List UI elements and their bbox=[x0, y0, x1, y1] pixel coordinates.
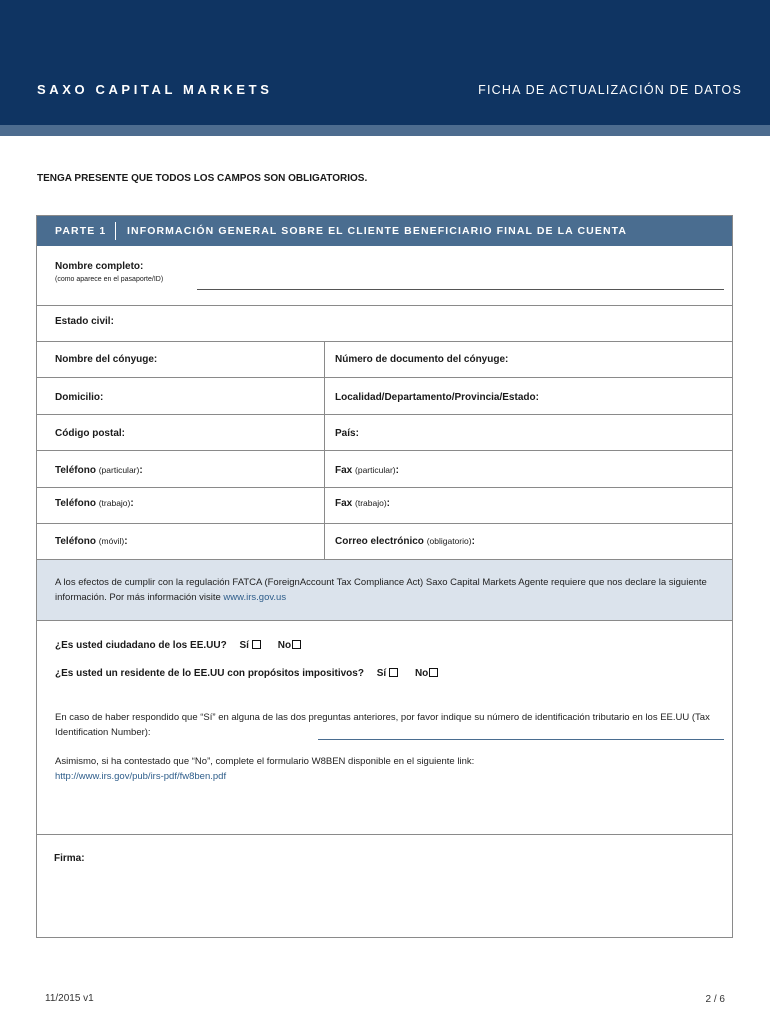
row-divider bbox=[37, 377, 732, 378]
us-citizen-no-checkbox[interactable] bbox=[292, 640, 301, 649]
header-stripe bbox=[0, 125, 770, 136]
w8ben-link[interactable]: http://www.irs.gov/pub/irs-pdf/fw8ben.pdf bbox=[55, 771, 227, 782]
spouse-document-label: Número de documento del cónyuge: bbox=[335, 354, 509, 365]
phone-mobile-label: Teléfono (móvil): bbox=[55, 536, 128, 547]
row-divider bbox=[37, 487, 732, 488]
row-divider bbox=[37, 414, 732, 415]
mandatory-notice: TENGA PRESENTE QUE TODOS LOS CAMPOS SON OBLIGATORIOS. bbox=[37, 173, 368, 184]
locality-label: Localidad/Departamento/Provincia/Estado: bbox=[335, 392, 539, 403]
brand-logo-text: SAXO CAPITAL MARKETS bbox=[37, 82, 273, 97]
phone-home-label: Teléfono (particular): bbox=[55, 465, 143, 476]
full-name-label: Nombre completo: bbox=[55, 261, 144, 272]
signature-field[interactable] bbox=[37, 835, 732, 937]
part-1-header bbox=[37, 216, 732, 246]
country-label: País: bbox=[335, 428, 359, 439]
page-number: 2 / 6 bbox=[705, 994, 725, 1005]
part-number: PARTE 1 bbox=[55, 225, 107, 237]
fax-work-label: Fax (trabajo): bbox=[335, 498, 391, 509]
part-title: INFORMACIÓN GENERAL SOBRE EL CLIENTE BENEFICIARIO FINAL DE LA CUENTA bbox=[127, 225, 628, 237]
email-label: Correo electrónico (obligatorio): bbox=[335, 536, 475, 547]
fatca-text: A los efectos de cumplir con la regulación FATCA (ForeignAccount Tax Compliance Act) Saxo Capital Markets Agente requiere que nos declare la siguiente información. Por más información visite www.irs.gov.us bbox=[55, 577, 707, 603]
tin-field[interactable] bbox=[318, 739, 724, 740]
full-name-hint: (como aparece en el pasaporte/ID) bbox=[55, 276, 164, 283]
row-divider bbox=[37, 523, 732, 524]
form-version: 11/2015 v1 bbox=[45, 993, 94, 1004]
w8ben-instructions: Asimismo, si ha contestado que “No”, complete el formulario W8BEN disponible en el siguiente link: http://www.irs.gov/pub/irs-pdf/fw8ben.pdf bbox=[55, 754, 723, 784]
spouse-name-label: Nombre del cónyuge: bbox=[55, 354, 158, 365]
row-divider bbox=[37, 620, 732, 621]
us-resident-question: ¿Es usted un residente de lo EE.UU con propósitos impositivos? Sí No bbox=[55, 668, 438, 679]
tin-instructions: En caso de haber respondido que “Sí” en alguna de las dos preguntas anteriores, por favor indique su número de identificación tributario en los EE.UU (Tax Identification Number): bbox=[55, 712, 710, 738]
phone-work-label: Teléfono (trabajo): bbox=[55, 498, 134, 509]
full-name-field[interactable] bbox=[197, 289, 724, 290]
us-resident-yes-checkbox[interactable] bbox=[389, 668, 398, 677]
row-divider bbox=[37, 341, 732, 342]
form-part-1 bbox=[36, 215, 733, 938]
row-divider bbox=[37, 305, 732, 306]
part-divider bbox=[115, 222, 116, 240]
document-title: FICHA DE ACTUALIZACIÓN DE DATOS bbox=[478, 83, 742, 97]
us-citizen-question: ¿Es usted ciudadano de los EE.UU? Sí No bbox=[55, 640, 301, 651]
row-divider bbox=[37, 450, 732, 451]
fax-home-label: Fax (particular): bbox=[335, 465, 399, 476]
postal-code-label: Código postal: bbox=[55, 428, 125, 439]
fatca-info-box bbox=[37, 560, 732, 620]
signature-label: Firma: bbox=[54, 853, 85, 864]
civil-status-label: Estado civil: bbox=[55, 316, 114, 327]
address-label: Domicilio: bbox=[55, 392, 104, 403]
us-citizen-yes-checkbox[interactable] bbox=[252, 640, 261, 649]
irs-link[interactable]: www.irs.gov.us bbox=[223, 592, 287, 603]
us-resident-no-checkbox[interactable] bbox=[429, 668, 438, 677]
header-banner bbox=[0, 0, 770, 125]
